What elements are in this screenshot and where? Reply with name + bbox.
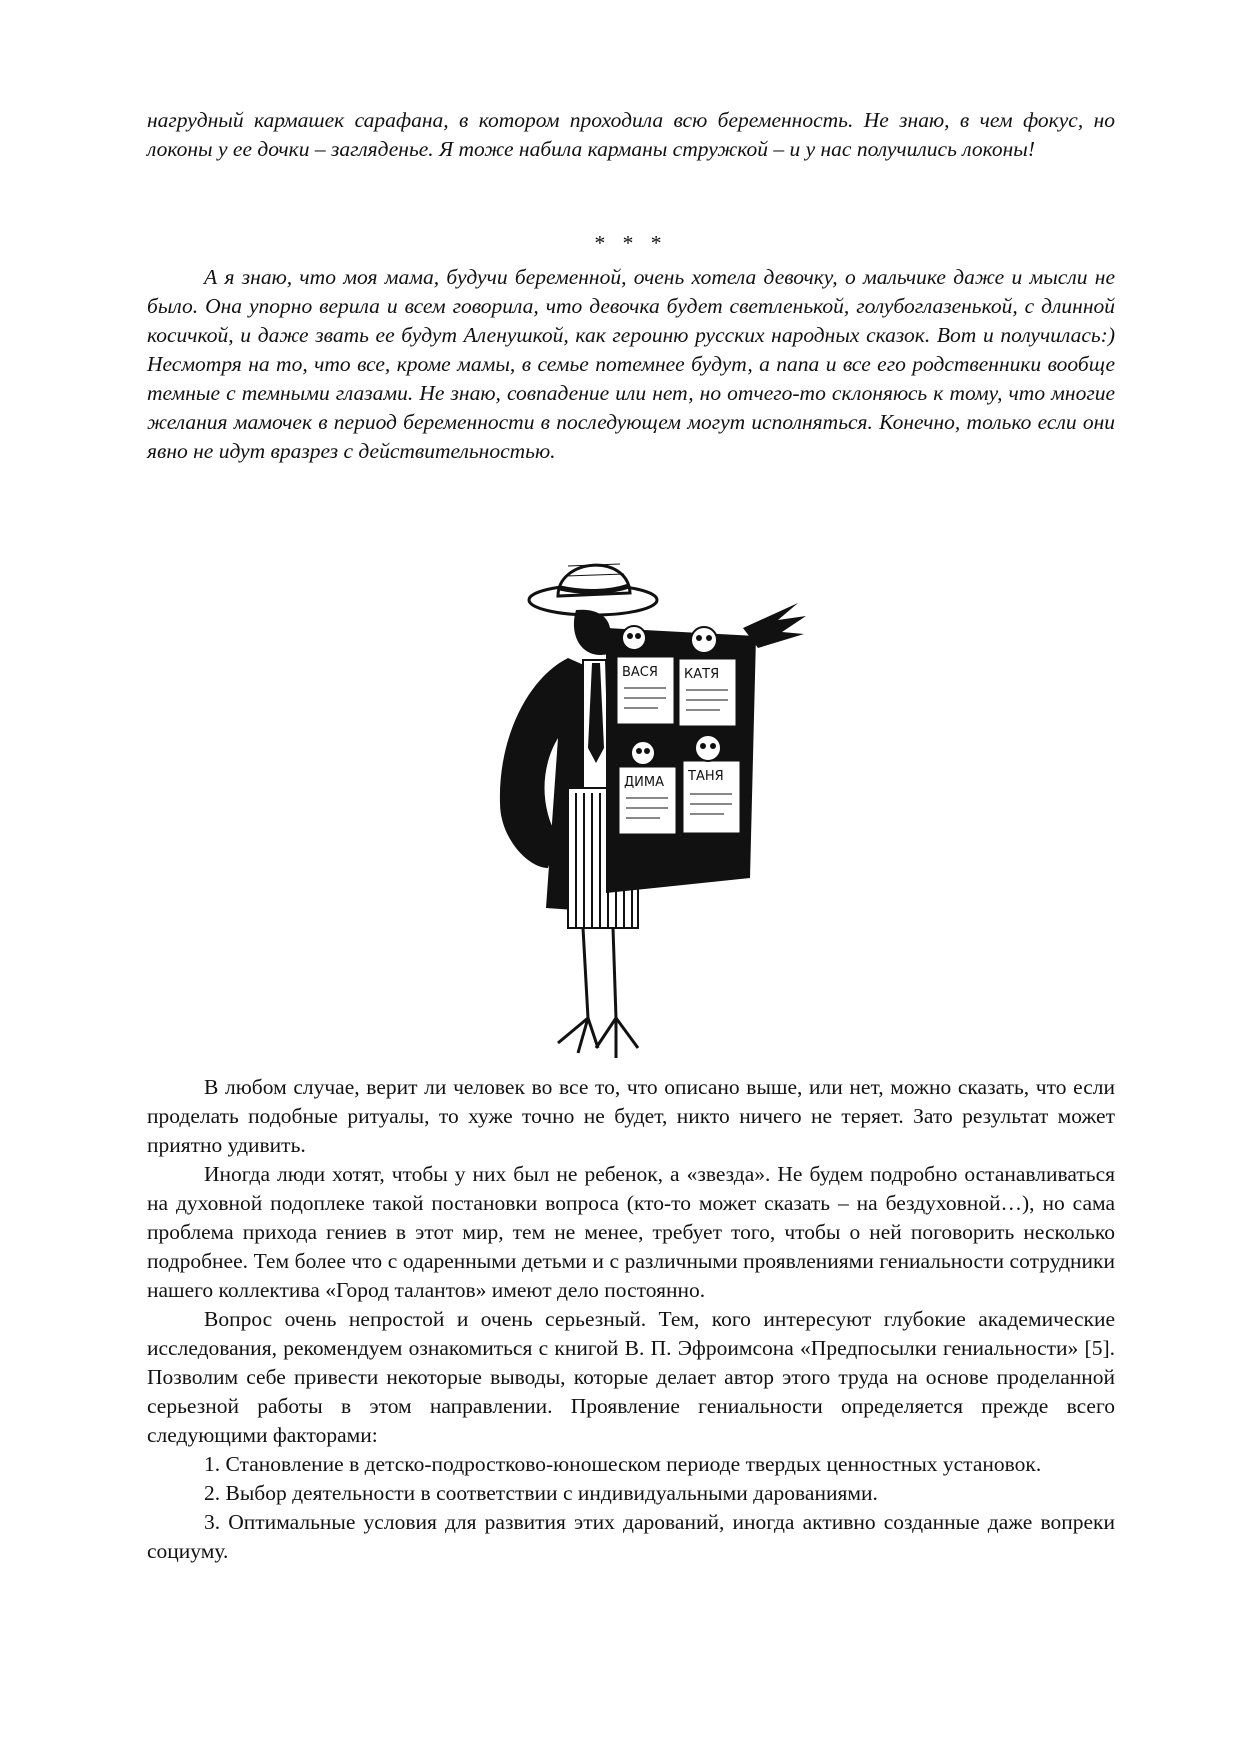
name-tag-label: КАТЯ: [684, 667, 720, 682]
name-tag-label: ВАСЯ: [622, 665, 658, 680]
paragraph-curls-story: нагрудный кармашек сарафана, в котором проходила всю беременность. Не знаю, в чем фокус, но локоны у ее дочки – загляденье. Я тоже набила карманы стружкой – и у нас получились локоны!: [147, 108, 1115, 161]
list-item: 2. Выбор деятельности в соответствии с индивидуальными дарованиями.: [204, 1481, 878, 1505]
name-tag-label: ТАНЯ: [688, 769, 724, 784]
paragraph-rituals: В любом случае, верит ли человек во все то, что описано выше, или нет, можно сказать, что если проделать подобные ритуалы, то хуже точно не будет, никто ничего не теряет. Зато результат может приятно удивить.: [147, 1075, 1115, 1157]
intro-text-block: [147, 106, 1115, 164]
list-item: 3. Оптимальные условия для развития этих дарований, иногда активно созданные даже вопреки социуму.: [147, 1510, 1115, 1563]
testimonial-text-block: [147, 263, 1115, 466]
illustration-bird-man: [488, 548, 878, 1068]
name-tag-label: ДИМА: [624, 775, 664, 790]
section-separator: * * *: [594, 231, 668, 255]
main-text-block: [147, 1073, 1115, 1566]
paragraph-genius-factors: Вопрос очень непростой и очень серьезный. Тем, кого интересуют глубокие академические исследования, рекомендуем ознакомиться с книгой В. П. Эфроимсона «Предпосылки гениальности» [5]. Позволим себе привести некоторые выводы, которые делает автор этого труда на основе проделанной серьезной работы в этом направлении. Проявление гениальности определяется прежде всего следующими факторами:: [147, 1307, 1115, 1447]
paragraph-star-child: Иногда люди хотят, чтобы у них был не ребенок, а «звезда». Не будем подробно останавливаться на духовной подоплеке такой постановки вопроса (кто-то может сказать – на бездуховной…), но сама проблема прихода гениев в этот мир, тем не менее, требует того, чтобы о ней поговорить несколько подробнее. Тем более что с одаренными детьми и с различными проявлениями гениальности сотрудники нашего коллектива «Город талантов» имеют дело постоянно.: [147, 1162, 1115, 1302]
list-item: 1. Становление в детско-подростково-юношеском периоде твердых ценностных установок.: [204, 1452, 1042, 1476]
hat-graphic: [529, 564, 657, 615]
paragraph-mother-wish: А я знаю, что моя мама, будучи беременной, очень хотела девочку, о мальчике даже и мысли не было. Она упорно верила и всем говорила, что девочка будет светленькой, голубоглазенькой, с длинной косичкой, и даже звать ее будут Аленушкой, как героиню русских народных сказок. Вот и получилась:) Несмотря на то, что все, кроме мамы, в семье потемнее будут, а папа и все его родственники вообще темные с темными глазами. Не знаю, совпадение или нет, но отчего-то склоняюсь к тому, что многие желания мамочек в период беременности в последующем могут исполняться. Конечно, только если они явно не идут вразрез с действительностью.: [147, 265, 1115, 463]
bird-legs-graphic: [558, 928, 638, 1058]
